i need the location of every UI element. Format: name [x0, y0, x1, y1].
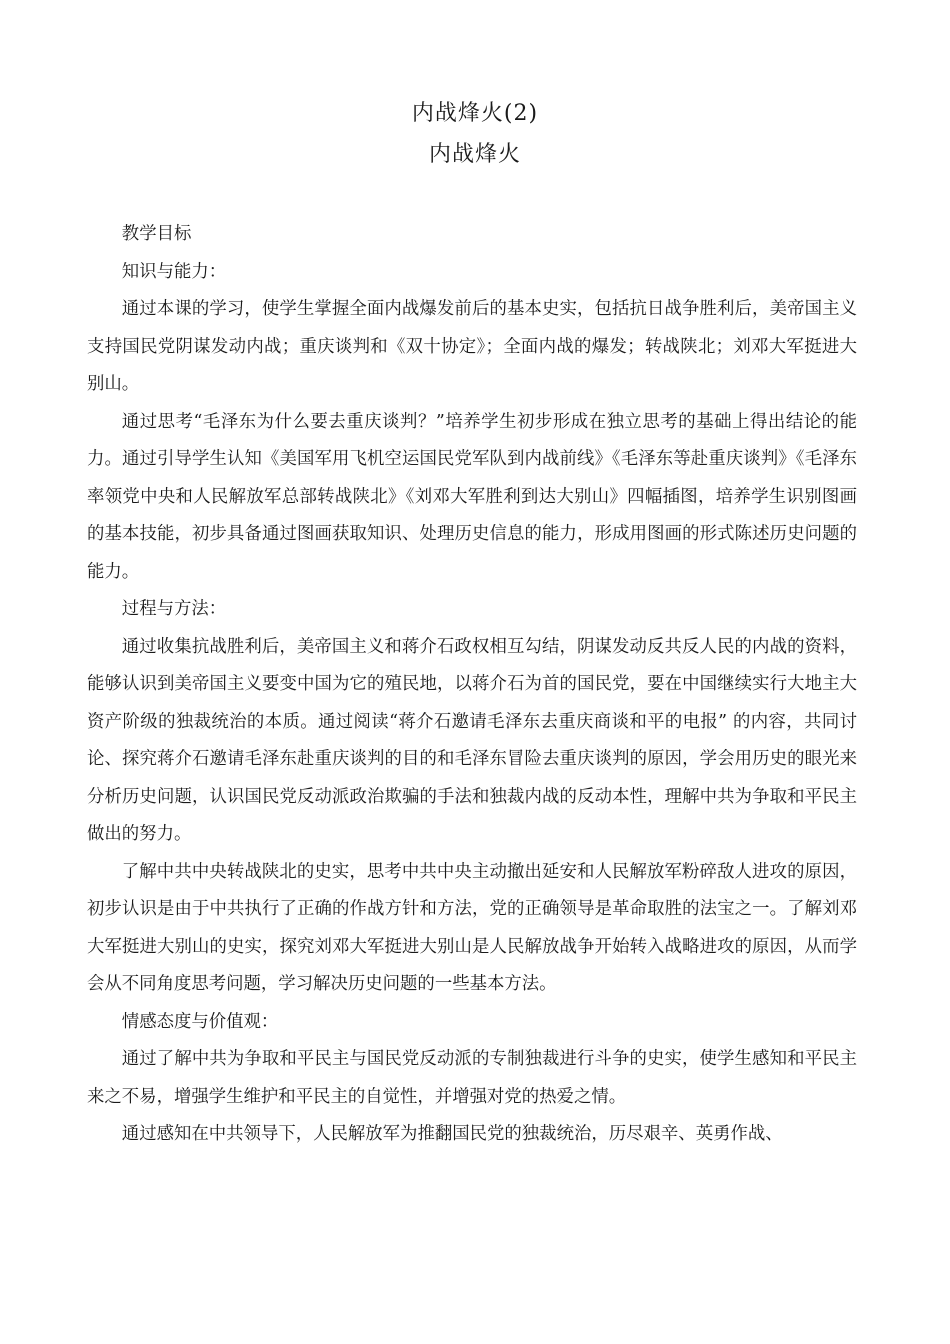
section-heading-teaching-goals: 教学目标	[121, 224, 192, 244]
body-paragraph: 通过了解中共为争取和平民主与国民党反动派的专制独裁进行斗争的史实，使学生感知和平民主来之不易，增强学生维护和平民主的自觉性，并增强对党的热爱之情。	[87, 1049, 857, 1107]
subsection-heading-process: 过程与方法：	[121, 599, 227, 619]
document-title: 内战烽火(2)	[411, 101, 539, 126]
subsection-heading-knowledge: 知识与能力：	[121, 261, 227, 282]
body-paragraph: 通过收集抗战胜利后，美帝国主义和蒋介石政权相互勾结，阴谋发动反共反人民的内战的资料，能够认识到美帝国主义要变中国为它的殖民地，以蒋介石为首的国民党，要在中国继续实行大地主大资产阶级的独裁统治的本质。通过阅读“蒋介石邀请毛泽东去重庆商谈和平的电报” 的内容，共同讨论、探究蒋介石邀请毛泽东赴重庆谈判的目的和毛泽东冒险去重庆谈判的原因，学会用历史的眼光来分析历史问题，认识国民党反动派政治欺骗的手法和独裁内战的反动本性，理解中共为争取和平民主做出的努力。	[87, 636, 857, 844]
document-subtitle: 内战烽火	[428, 142, 521, 167]
body-paragraph: 通过思考“毛泽东为什么要去重庆谈判？”培养学生初步形成在独立思考的基础上得出结论的能力。通过引导学生认知《美国军用飞机空运国民党军队到内战前线》《毛泽东等赴重庆谈判》《毛泽东率领党中央和人民解放军总部转战陕北》《刘邓大军胜利到达大别山》四幅插图，培养学生识别图画的基本技能，初步具备通过图画获取知识、处理历史信息的能力，形成用图画的形式陈述历史问题的能力。	[87, 411, 857, 582]
document-body	[87, 216, 857, 1154]
body-paragraph: 通过感知在中共领导下，人民解放军为推翻国民党的独裁统治，历尽艰辛、英勇作战、	[121, 1124, 783, 1144]
subsection-heading-values: 情感态度与价值观：	[121, 1011, 279, 1032]
body-paragraph: 通过本课的学习，使学生掌握全面内战爆发前后的基本史实，包括抗日战争胜利后，美帝国主义支持国民党阴谋发动内战；重庆谈判和《双十协定》；全面内战的爆发；转战陕北；刘邓大军挺进大别山。	[87, 299, 857, 394]
body-paragraph: 了解中共中央转战陕北的史实，思考中共中央主动撤出延安和人民解放军粉碎敌人进攻的原因，初步认识是由于中共执行了正确的作战方针和方法，党的正确领导是革命取胜的法宝之一。了解刘邓大军挺进大别山的史实，探究刘邓大军挺进大别山是人民解放战争开始转入战略进攻的原因，从而学会从不同角度思考问题，学习解决历史问题的一些基本方法。	[87, 861, 857, 994]
